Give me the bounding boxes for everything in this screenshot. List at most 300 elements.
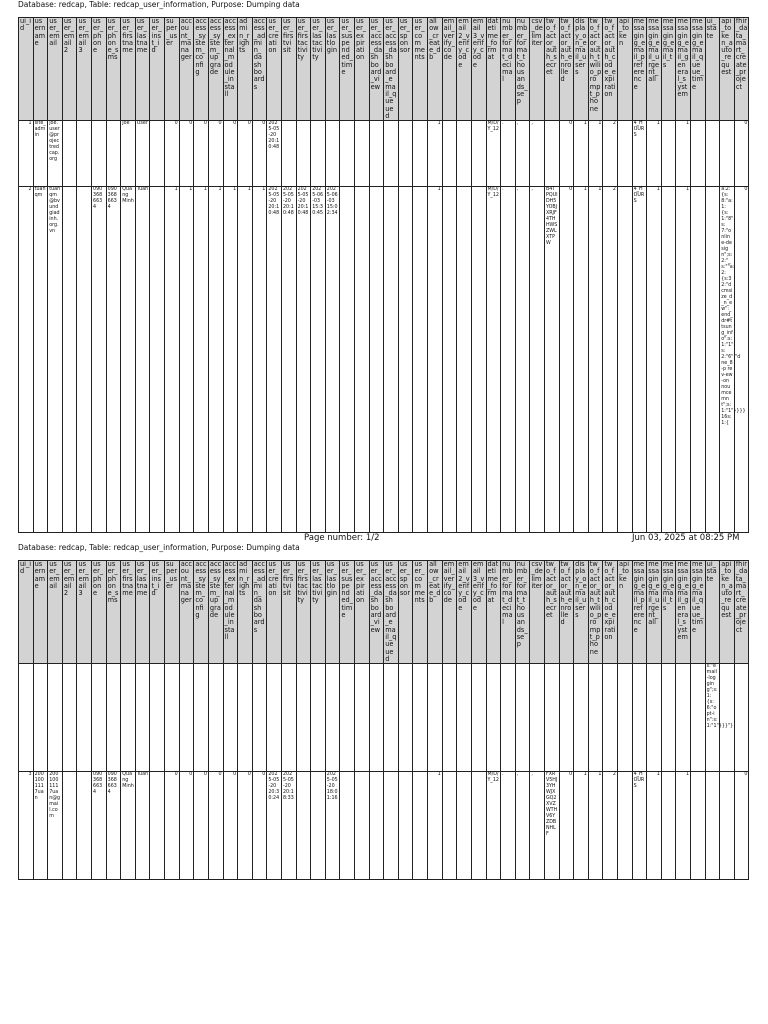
table-cell: 1 — [574, 772, 589, 880]
column-header: display_on_email_users — [574, 561, 589, 664]
table-cell — [384, 121, 399, 187]
column-header: messaging_email_general_system — [676, 561, 691, 664]
column-header: email_verify_code — [442, 18, 457, 121]
table-cell — [691, 121, 706, 187]
table-cell: 1 — [647, 121, 662, 187]
table-cell: . — [501, 187, 516, 533]
table-cell — [92, 664, 107, 772]
table-cell — [296, 664, 311, 772]
table-cell — [471, 772, 486, 880]
table-cell — [208, 664, 223, 772]
table-cell: 2025-06-03 15:30:45 — [311, 187, 326, 533]
table-cell — [281, 121, 296, 187]
table-cell: 1 — [574, 121, 589, 187]
table-cell: 0 — [208, 772, 223, 880]
column-header: user_phone — [92, 561, 107, 664]
table-cell: 1 — [223, 187, 238, 533]
table-row — [19, 664, 749, 772]
table-cell — [720, 772, 735, 880]
table-cell: 0903686634 — [106, 772, 121, 880]
table-cell: a:2:{s:8:"a:1:{s:1:"8":s:7:"online-design";s:2:"_s:""a:2:{s:32:"dcmsize_d_n_ew":_end_dr#ttsung_info":s:1:"1":s:2:"6":"dne_8-p rev-ew-on noumcemnt";s:1:"1"}}}}16s:1:{ — [720, 187, 735, 533]
table-cell — [413, 187, 428, 533]
column-header: messaging_email_queue_time — [691, 18, 706, 121]
header-row — [19, 18, 749, 121]
table-cell — [325, 664, 340, 772]
column-header: user_firstactivity — [296, 561, 311, 664]
table-cell — [734, 664, 749, 772]
column-header: user_creation — [267, 18, 282, 121]
table-cell: 0 — [559, 772, 574, 880]
column-header: super_user — [165, 561, 180, 664]
table-cell: User — [135, 121, 150, 187]
column-header: user_lastname — [135, 18, 150, 121]
column-header: user_inst_id — [150, 561, 165, 664]
table-cell — [705, 187, 720, 533]
table-cell — [150, 121, 165, 187]
table-cell: 1 — [588, 187, 603, 533]
table-cell — [369, 664, 384, 772]
column-header: user_inst_id — [150, 18, 165, 121]
table-cell: 1 — [676, 121, 691, 187]
column-header: ui_state — [705, 561, 720, 664]
table-cell — [33, 664, 48, 772]
column-header: email_verify_code — [442, 561, 457, 664]
column-header: admin_rights — [238, 561, 253, 664]
table-cell — [267, 664, 282, 772]
table-cell: 1 — [647, 187, 662, 533]
table-cell: 3 — [19, 772, 34, 880]
column-header: api_token — [617, 561, 632, 664]
table-cell — [150, 187, 165, 533]
table-cell — [544, 664, 559, 772]
column-header: user_email — [48, 561, 63, 664]
table-cell — [179, 664, 194, 772]
column-header: user_access_dashboard_email_queued — [385, 17, 397, 120]
table-cell — [661, 187, 676, 533]
table-cell — [471, 664, 486, 772]
table-cell — [413, 772, 428, 880]
table-cell: 2025-05-20 20:10:48 — [296, 187, 311, 533]
table-cell: 1 — [252, 187, 267, 533]
table-cell — [384, 772, 399, 880]
table-row — [19, 121, 749, 187]
table-cell — [442, 121, 457, 187]
column-header: user_expiration — [355, 18, 370, 121]
table-cell — [311, 772, 326, 880]
table-cell: 1 — [428, 187, 443, 533]
table-cell — [77, 772, 92, 880]
table-caption: Database: redcap, Table: redcap_user_information, Purpose: Dumping data — [18, 543, 300, 552]
table-cell — [471, 187, 486, 533]
table-cell: 0 — [734, 121, 749, 187]
table-cell: 1 — [428, 121, 443, 187]
column-header: user_email2 — [62, 561, 77, 664]
table-cell: 2025-05-20 18:01:16 — [325, 772, 340, 880]
table-cell: 2025-05-20 20:30:24 — [267, 772, 282, 880]
column-header: two_factor_auth_enrolled — [559, 561, 574, 664]
column-header: two_factor_auth_twilio_prompt_phone — [588, 18, 603, 121]
column-header: access_admin_dashboards — [252, 561, 267, 664]
table-cell — [384, 187, 399, 533]
table-cell: joe.user@projectredcap.org — [48, 121, 63, 187]
table-cell — [150, 664, 165, 772]
table-cell: 0903686634 — [92, 772, 107, 880]
column-header: user_sponsor — [398, 561, 413, 664]
table-cell: 2 — [603, 187, 618, 533]
table-cell — [574, 664, 589, 772]
table-cell: 1 — [588, 772, 603, 880]
column-header: user_email2 — [62, 18, 77, 121]
column-header: user_phone_sms — [106, 561, 121, 664]
table-cell — [471, 121, 486, 187]
column-header: user_firstactivity — [296, 18, 311, 121]
column-header: datetime_format — [486, 18, 501, 121]
table-cell — [691, 772, 706, 880]
table-cell: 0 — [734, 187, 749, 533]
column-header: user_expiration — [355, 561, 370, 664]
table-cell — [62, 772, 77, 880]
table-cell — [530, 664, 545, 772]
table-cell: 2 — [19, 187, 34, 533]
timestamp: Jun 03, 2025 at 08:25 PM — [632, 533, 740, 543]
table-cell — [355, 772, 370, 880]
table-cell — [705, 772, 720, 880]
table-cell: 4_HOURS — [632, 121, 647, 187]
data-table-page-1 — [18, 17, 749, 533]
table-cell: 2001001117uan — [33, 772, 48, 880]
table-cell — [720, 121, 735, 187]
column-header: user_comments — [413, 561, 428, 664]
table-cell — [48, 664, 63, 772]
table-cell: 2025-05-20 20:10:48 — [281, 187, 296, 533]
table-cell — [501, 664, 516, 772]
table-cell: 2025-05-20 20:10:48 — [267, 121, 282, 187]
table-cell — [77, 121, 92, 187]
table-cell — [632, 664, 647, 772]
table-cell — [442, 772, 457, 880]
column-header: access_system_config — [194, 561, 209, 664]
column-header: two_factor_auth_enrolled — [559, 18, 574, 121]
column-header: email2_verify_code — [457, 18, 472, 121]
table-cell: 1 — [676, 772, 691, 880]
table-cell — [355, 187, 370, 533]
table-cell — [135, 664, 150, 772]
column-header: ui_id — [19, 561, 34, 664]
table-cell: 0 — [223, 772, 238, 880]
table-cell — [340, 187, 355, 533]
table-row — [19, 187, 749, 533]
table-cell — [398, 664, 413, 772]
table-cell: 0 — [559, 187, 574, 533]
table-cell — [398, 121, 413, 187]
table-cell — [238, 664, 253, 772]
column-header: user_email — [48, 18, 63, 121]
column-header: messaging_email_general_system — [676, 18, 691, 121]
table-cell — [369, 187, 384, 533]
table-cell: M/D/Y_12 — [486, 121, 501, 187]
table-cell — [77, 664, 92, 772]
table-cell: 1 — [238, 187, 253, 533]
table-cell — [165, 664, 180, 772]
table-cell: 0 — [223, 121, 238, 187]
column-header: account_manager — [179, 18, 194, 121]
column-header: csv_delimiter — [530, 18, 545, 121]
table-cell — [369, 772, 384, 880]
column-header: user_comments — [413, 18, 428, 121]
table-cell — [617, 772, 632, 880]
column-header: two_factor_auth_secret — [544, 18, 559, 121]
column-header: access_external_module_install — [223, 18, 238, 121]
table-cell: 1 — [179, 187, 194, 533]
table-cell — [252, 664, 267, 772]
column-header: api_token_auto_request — [720, 561, 735, 664]
column-header: allow_create_db — [428, 561, 443, 664]
table-cell — [355, 121, 370, 187]
table-cell — [617, 187, 632, 533]
column-header: user_lastlogin — [325, 561, 340, 664]
column-header: user_firstname — [121, 561, 136, 664]
table-cell — [398, 772, 413, 880]
column-header: messaging_email_urgent_all — [647, 18, 662, 121]
column-header: fhir_data_mart_create_project — [734, 561, 749, 664]
table-cell — [311, 121, 326, 187]
table-cell — [150, 772, 165, 880]
column-header: username — [33, 18, 48, 121]
table-cell — [311, 664, 326, 772]
table-cell: 2025-05-20 20:10:48 — [267, 187, 282, 533]
table-cell: 1 — [647, 772, 662, 880]
table-cell — [355, 664, 370, 772]
table-cell — [661, 664, 676, 772]
table-cell: 2025-06-03 15:02:34 — [325, 187, 340, 533]
column-header: number_format_thousands_sep — [515, 561, 530, 664]
table-cell — [384, 664, 399, 772]
column-header: messaging_email_ts — [661, 561, 676, 664]
table-cell: 0 — [194, 121, 209, 187]
table-cell: Joe — [121, 121, 136, 187]
table-cell — [676, 664, 691, 772]
table-cell — [457, 187, 472, 533]
table-cell: site_admin — [33, 121, 48, 187]
table-cell: tuanqm — [33, 187, 48, 533]
table-cell: Tuan — [135, 772, 150, 880]
table-cell: . — [501, 121, 516, 187]
column-header: messaging_email_preference — [632, 18, 647, 121]
table-cell — [121, 664, 136, 772]
table-cell: , — [515, 187, 530, 533]
table-cell — [325, 121, 340, 187]
table-cell — [705, 121, 720, 187]
column-header: number_format_decimal — [501, 561, 516, 664]
column-header: two_factor_auth_code_expiration — [603, 561, 618, 664]
table-cell — [617, 664, 632, 772]
table-cell: Tuan — [135, 187, 150, 533]
table-cell: 1 — [19, 121, 34, 187]
column-header: ui_id — [19, 18, 34, 121]
table-cell: 1 — [676, 187, 691, 533]
table-cell: 0903686634 — [106, 187, 121, 533]
column-header: user_phone_sms — [106, 18, 121, 121]
table-cell — [486, 664, 501, 772]
column-header: user_access_dashboard_view — [369, 561, 384, 664]
table-cell — [106, 121, 121, 187]
page-number: Page number: 1/2 — [304, 533, 380, 543]
table-cell — [428, 664, 443, 772]
column-header: two_factor_auth_twilio_prompt_phone — [588, 561, 603, 664]
table-cell: 0 — [179, 121, 194, 187]
table-cell: 0 — [559, 121, 574, 187]
table-cell — [559, 664, 574, 772]
table-cell: 0903686634 — [92, 187, 107, 533]
table-cell: 1 — [428, 772, 443, 880]
column-header: messaging_email_urgent_all — [647, 561, 662, 664]
table-row — [19, 772, 749, 880]
column-header: email2_verify_code — [457, 561, 472, 664]
column-header: number_format_decimal — [501, 18, 516, 121]
table-caption: Database: redcap, Table: redcap_user_information, Purpose: Dumping data — [18, 0, 300, 9]
table-cell: 1 — [165, 187, 180, 533]
data-table-page-2 — [18, 560, 749, 880]
column-header: fhir_data_mart_create_project — [734, 18, 749, 121]
column-header: csv_delimiter — [530, 561, 545, 664]
table-cell — [106, 664, 121, 772]
table-cell — [647, 664, 662, 772]
column-header: user_creation — [267, 561, 282, 664]
table-cell: 0 — [194, 772, 209, 880]
column-header: user_sponsor — [398, 18, 413, 121]
table-cell — [281, 664, 296, 772]
column-header: two_factor_auth_code_expiration — [603, 18, 618, 121]
column-header: super_user — [165, 18, 180, 121]
column-header: user_firstvisit — [281, 561, 296, 664]
table-cell — [603, 664, 618, 772]
table-cell: 0 — [179, 772, 194, 880]
column-header: access_system_upgrade — [208, 561, 223, 664]
table-cell: M/D/Y_12 — [486, 187, 501, 533]
table-cell — [77, 187, 92, 533]
table-cell: 4_HOURS — [632, 187, 647, 533]
table-cell: 0 — [238, 772, 253, 880]
table-cell — [398, 187, 413, 533]
column-header: access_system_upgrade — [208, 18, 223, 121]
table-cell — [720, 664, 735, 772]
table-cell: FXRV5HJ3YHWJXGQ2XVZWTHV6YZDBNHLF — [544, 772, 559, 880]
column-header: user_phone — [92, 18, 107, 121]
column-header: admin_rights — [238, 18, 253, 121]
column-header: user_email3 — [77, 561, 92, 664]
table-cell — [369, 121, 384, 187]
column-header: email3_verify_code — [471, 561, 486, 664]
column-header: messaging_email_queue_time — [691, 561, 706, 664]
table-cell: , — [515, 121, 530, 187]
table-cell: , — [530, 121, 545, 187]
table-cell: 0 — [208, 121, 223, 187]
table-cell: 1 — [574, 187, 589, 533]
table-cell: 2 — [603, 121, 618, 187]
table-cell — [296, 772, 311, 880]
column-header: user_firstvisit — [281, 18, 296, 121]
table-cell — [62, 187, 77, 533]
table-cell: 2001001117uan@gmail.com — [48, 772, 63, 880]
table-cell: 0 — [734, 772, 749, 880]
table-cell — [194, 664, 209, 772]
table-cell — [457, 772, 472, 880]
table-cell — [62, 121, 77, 187]
table-cell — [661, 121, 676, 187]
column-header: two_factor_auth_secret — [544, 561, 559, 664]
table-cell: 1 — [208, 187, 223, 533]
table-cell — [457, 121, 472, 187]
column-header: ui_state — [705, 18, 720, 121]
column-header: user_lastname — [135, 561, 150, 664]
table-cell: tuanqm@bvundgiadinh.org.vn — [48, 187, 63, 533]
table-cell: 0 — [238, 121, 253, 187]
table-cell: B4TPQUIDH5YOBJXRJF4THHWSZWLXTPW — [544, 187, 559, 533]
table-cell: Quang Minh — [121, 187, 136, 533]
table-cell: 2025-05-20 20:18:33 — [281, 772, 296, 880]
column-header: email3_verify_code — [471, 18, 486, 121]
column-header: user_lastlogin — [325, 18, 340, 121]
column-header: access_system_config — [194, 18, 209, 121]
table-cell: , — [530, 187, 545, 533]
table-cell — [223, 664, 238, 772]
table-cell — [19, 664, 34, 772]
table-cell: 1 — [194, 187, 209, 533]
table-cell — [413, 664, 428, 772]
table-cell — [544, 121, 559, 187]
table-cell — [340, 121, 355, 187]
table-cell — [442, 664, 457, 772]
table-cell — [62, 664, 77, 772]
table-cell: 4_HOURS — [632, 772, 647, 880]
column-header: user_lastactivity — [311, 18, 326, 121]
table-cell — [515, 664, 530, 772]
column-header: messaging_email_preference — [632, 561, 647, 664]
header-row — [19, 561, 749, 664]
table-cell: 0 — [165, 772, 180, 880]
table-cell: , — [530, 772, 545, 880]
column-header: api_token_auto_request — [720, 18, 735, 121]
table-cell — [92, 121, 107, 187]
table-cell: 2 — [603, 772, 618, 880]
column-header: datetime_format — [486, 561, 501, 664]
table-cell — [296, 121, 311, 187]
column-header: user_suspended_time — [340, 18, 355, 121]
column-header: user_lastactivity — [311, 561, 326, 664]
table-cell — [588, 664, 603, 772]
column-header: allow_create_db — [428, 18, 443, 121]
column-header: user_email3 — [77, 18, 92, 121]
table-cell — [413, 121, 428, 187]
column-header: username — [33, 561, 48, 664]
table-cell — [661, 772, 676, 880]
column-header: messaging_email_ts — [661, 18, 676, 121]
column-header: number_format_thousands_sep — [515, 18, 530, 121]
table-cell — [340, 664, 355, 772]
column-header: display_on_email_users — [574, 18, 589, 121]
table-cell: 0 — [252, 121, 267, 187]
table-cell: 1 — [588, 121, 603, 187]
column-header: user_access_dashboard_email_queued — [385, 560, 397, 663]
column-header: access_external_module_install — [223, 561, 238, 664]
column-header: account_manager — [179, 561, 194, 664]
column-header: user_firstname — [121, 18, 136, 121]
table-cell: s:"email-logging";s:1:{s:6:"opt-in":s:1:"1"}}}"} — [705, 664, 720, 772]
column-header: user_access_dashboard_view — [369, 18, 384, 121]
table-cell: 0 — [165, 121, 180, 187]
column-header: access_admin_dashboards — [252, 18, 267, 121]
table-cell — [457, 664, 472, 772]
